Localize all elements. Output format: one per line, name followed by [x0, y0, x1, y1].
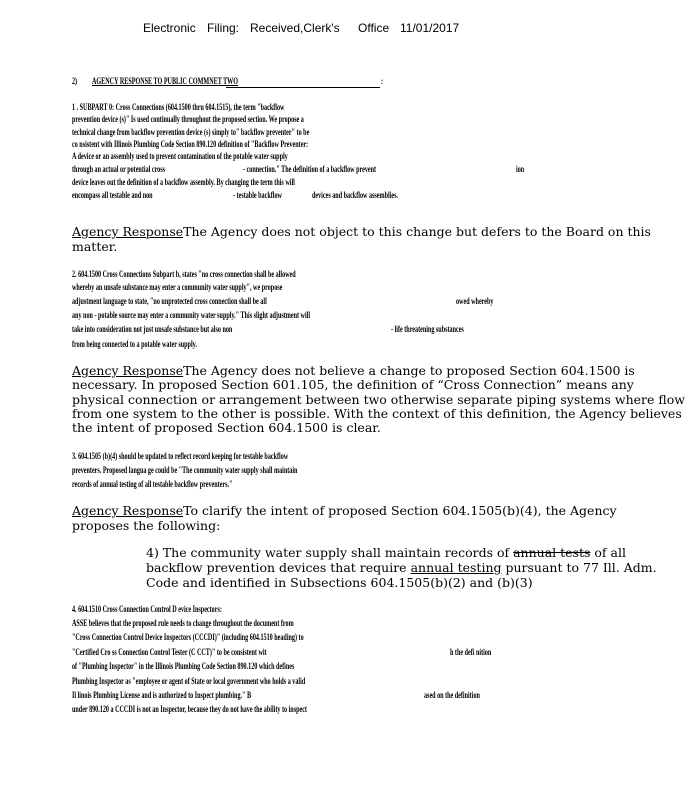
amendment-text: pursuant to 77 Ill. Adm. — [501, 560, 657, 575]
item-4-line: 4. 604.1510 Cross Connection Control D evice Inspectors: — [72, 604, 222, 614]
section-number: 2) — [72, 76, 78, 86]
agency-response-label: Agency Response — [72, 224, 184, 239]
item-3-line: preventers. Proposed langua ge could be "The community water supply shall maintain — [72, 465, 298, 475]
amendment-text: Code and identified in Subsections 604.1505(b)(2) and (b)(3) — [146, 575, 533, 590]
item-4-line: Il linois Plumbing License and is authorized to Inspect plumbing." B — [72, 690, 252, 700]
agency-response-label: Agency Response — [72, 503, 184, 518]
item-4-line: "Certified Cro ss Connection Control Tester (C CCT)" to be consistent wit — [72, 647, 267, 657]
agency-response-text: matter. — [72, 239, 118, 254]
item-1-line: A device or an assembly used to prevent contamination of the potable water supply — [72, 151, 288, 161]
header-date: 11/01/2017 — [400, 21, 460, 35]
item-1-fragment: ion — [516, 164, 525, 174]
agency-response-text: the intent of proposed Section 604.1500 is clear. — [72, 420, 381, 435]
section-title-colon: : — [381, 76, 384, 86]
item-2-fragment: owed whereby — [456, 296, 494, 306]
item-3-line: 3. 604.1505 (b)(4) should be updated to reflect record keeping for testable backflow — [72, 451, 289, 461]
amendment-insertion: annual testing — [410, 560, 502, 575]
item-1-line: device leaves out the definition of a backflow assembly. By changing the term this will — [72, 177, 295, 187]
item-4-line: Plumbing Inspector as "employee or agent of State or local government who holds a valid — [72, 676, 306, 686]
item-2-line: take into consideration not just unsafe substance but also non — [72, 324, 233, 334]
item-2-line: from being connected to a potable water supply. — [72, 339, 197, 349]
item-4-line: under 890.120 a CCCDI is not an Inspector, because they do not have the ability to inspect — [72, 704, 307, 714]
agency-response-text: proposes the following: — [72, 518, 221, 533]
item-1-line: technical change from backflow prevention device (s) simply to" backflow preventer" to be — [72, 127, 310, 137]
amendment-text: of all — [590, 545, 626, 560]
section-title: AGENCY RESPONSE TO PUBLIC COMMNET TWO — [92, 76, 239, 86]
item-2-line: whereby an unsafe substance may enter a community water supply", we propose — [72, 282, 283, 292]
item-1-line: prevention device (s)" Is used continually throughout the proposed section. We propose a — [72, 114, 304, 124]
amendment-text: backflow prevention devices that require — [146, 560, 411, 575]
item-4-line: of "Plumbing Inspector" in the Illinois Plumbing Code Section 890.120 which defines — [72, 661, 295, 671]
item-4-line: ASSE believes that the proposed rule needs to change throughout the document from — [72, 618, 294, 628]
agency-response-text: The Agency does not object to this change but defers to the Board on this — [183, 224, 651, 239]
agency-response-text: physical connection or arrangement between two otherwise separate piping systems where flow — [72, 392, 685, 407]
item-1-line: 1 . SUBPART 0: Cross Connections (604.1500 thru 604.1515), the term "backflow — [72, 102, 285, 112]
item-1-line: through an actual or potential cross — [72, 164, 166, 174]
item-1-fragment: devices and backflow assemblies. — [312, 190, 399, 200]
item-4-fragment: h the defi nition — [450, 647, 492, 657]
item-1-fragment: - connection." The definition of a backflow prevent — [243, 164, 377, 174]
header-electronic: Electronic — [143, 21, 196, 35]
item-2-line: 2. 604.1500 Cross Connections Subpart b, states "no cross connection shall be allowed — [72, 269, 296, 279]
item-1-fragment: - testable backflow — [233, 190, 282, 200]
header-received-clerks: Received,Clerk's — [250, 21, 340, 35]
item-4-fragment: ased on the definition — [424, 690, 480, 700]
agency-response-text: necessary. In proposed Section 601.105, the definition of “Cross Connection” means any — [72, 377, 634, 392]
section-title-underline — [226, 87, 380, 88]
item-3-line: records of annual testing of all testable backflow preventers." — [72, 479, 233, 489]
item-4-line: "Cross Connection Control Device Inspectors (CCCDI)" (including 604.1510 heading) to — [72, 632, 304, 642]
agency-response-text: The Agency does not believe a change to proposed Section 604.1500 is — [183, 363, 635, 378]
amendment-text: 4) The community water supply shall maintain records of — [146, 545, 514, 560]
agency-response-text: To clarify the intent of proposed Section 604.1505(b)(4), the Agency — [183, 503, 617, 518]
header-filing: Filing: — [207, 21, 240, 35]
item-1-line: co nsistent with Illinois Plumbing Code Section 890.120 definition of "Backflow Preventer: — [72, 139, 309, 149]
header-office: Office — [358, 21, 390, 35]
item-2-line: adjustment language to state, "no unprotected cross connection shall be all — [72, 296, 267, 306]
item-2-fragment: - life threatening substances — [391, 324, 464, 334]
item-1-line: encompass all testable and non — [72, 190, 153, 200]
agency-response-text: from one system to the other is possible. With the context of this definition, the Agency believes — [72, 406, 682, 421]
agency-response-label: Agency Response — [72, 363, 184, 378]
amendment-deletion: annual tests — [513, 545, 591, 560]
item-2-line: any non - potable source may enter a community water supply." This slight adjustment will — [72, 310, 311, 320]
